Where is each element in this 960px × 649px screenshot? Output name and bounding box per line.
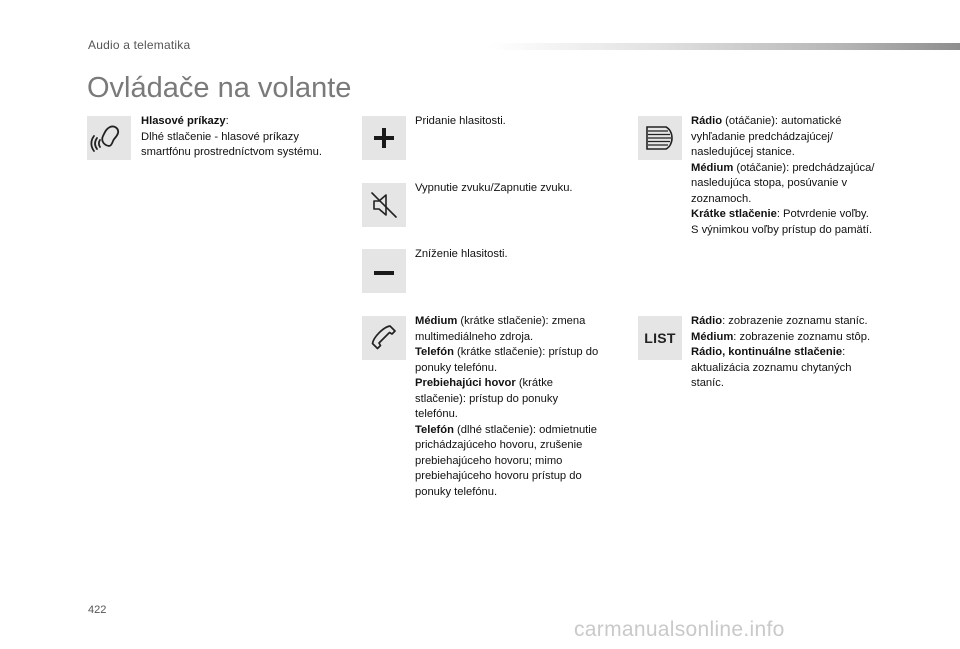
header-divider-bar xyxy=(490,43,960,50)
wheel-line: S výnimkou voľby prístup do pamätí. xyxy=(691,223,873,236)
phone-line: Telefón (krátke stlačenie): prístup do xyxy=(415,346,599,358)
mute-icon xyxy=(362,183,406,227)
section-label: Audio a telematika xyxy=(88,38,191,52)
voice-line: Hlasové príkazy: xyxy=(141,115,229,127)
list-line: aktualizácia zoznamu chytaných xyxy=(691,361,852,374)
mute-description xyxy=(415,181,625,197)
voice-line: Dlhé stlačenie - hlasové príkazy xyxy=(141,130,299,143)
list-button-label: LIST xyxy=(644,330,676,346)
wheel-line: Krátke stlačenie: Potvrdenie voľby. xyxy=(691,208,869,220)
list-button-icon xyxy=(638,316,682,360)
phone-line: ponuky telefónu. xyxy=(415,361,498,374)
list-line: Rádio, kontinuálne stlačenie: xyxy=(691,346,846,358)
scroll-wheel-description xyxy=(691,114,906,238)
list-line: staníc. xyxy=(691,377,724,389)
phone-line: Prebiehajúci hovor (krátke xyxy=(415,377,554,389)
wheel-line: vyhľadanie predchádzajúcej/ xyxy=(691,130,833,143)
page-number: 422 xyxy=(88,604,107,616)
list-button-description xyxy=(691,314,906,392)
list-line: Rádio: zobrazenie zoznamu staníc. xyxy=(691,315,868,327)
scroll-wheel-icon xyxy=(638,116,682,160)
phone-line: telefónu. xyxy=(415,408,458,420)
phone-line: prichádzajúceho hovoru, zrušenie xyxy=(415,439,583,451)
phone-line: stlačenie): prístup do ponuky xyxy=(415,392,559,405)
phone-line: ponuky telefónu. xyxy=(415,485,498,498)
wheel-line: nasledujúcej stanice. xyxy=(691,146,795,158)
wheel-line: zoznamoch. xyxy=(691,192,752,205)
phone-line: multimediálneho zdroja. xyxy=(415,330,534,343)
phone-icon xyxy=(362,316,406,360)
phone-line: prebiehajúceho hovoru; mimo xyxy=(415,454,563,467)
volume-up-line: Pridanie hlasitosti. xyxy=(415,115,506,127)
wheel-line: nasledujúca stopa, posúvanie v xyxy=(691,177,848,189)
volume-up-description xyxy=(415,114,625,130)
volume-down-line: Zníženie hlasitosti. xyxy=(415,248,508,260)
voice-line: smartfónu prostredníctvom systému. xyxy=(141,146,322,158)
plus-icon xyxy=(362,116,406,160)
mute-line: Vypnutie zvuku/Zapnutie zvuku. xyxy=(415,182,573,194)
wheel-line: Rádio (otáčanie): automatické xyxy=(691,115,842,127)
volume-down-description xyxy=(415,247,625,263)
list-line: Médium: zobrazenie zoznamu stôp. xyxy=(691,330,871,343)
wheel-line: Médium (otáčanie): predchádzajúca/ xyxy=(691,161,875,174)
voice-command-description xyxy=(141,114,361,161)
page-title: Ovládače na volante xyxy=(87,72,352,104)
minus-icon xyxy=(362,249,406,293)
watermark: carmanualsonline.info xyxy=(574,618,785,641)
voice-command-icon xyxy=(87,116,131,160)
phone-description xyxy=(415,314,635,500)
phone-line: Telefón (dlhé stlačenie): odmietnutie xyxy=(415,423,597,436)
phone-line: Médium (krátke stlačenie): zmena xyxy=(415,315,586,327)
phone-line: prebiehajúceho hovoru prístup do xyxy=(415,470,582,482)
